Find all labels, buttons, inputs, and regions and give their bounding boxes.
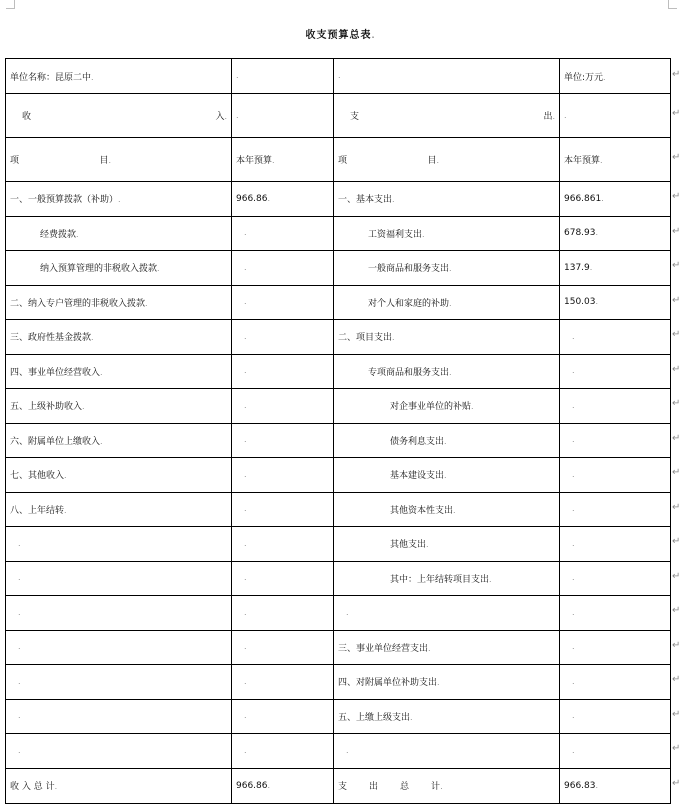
cell-end-mark: .: [346, 745, 349, 755]
cell-end-mark: .: [244, 745, 247, 755]
expense-item-cell-text: 其中：上年结转项目支出: [390, 574, 490, 585]
income-item-cell: [6, 561, 232, 596]
cell-end-mark: .: [572, 745, 575, 755]
budget-year-income-heading: 本年预算.: [232, 138, 334, 182]
cell-end-mark: .: [244, 228, 247, 238]
expense-item-cell-text: 工资福利支出: [368, 229, 423, 240]
unit-name-cell: 单位名称：昆原二中.: [6, 59, 232, 94]
expense-heading-cell: 支 出.: [334, 94, 560, 138]
cell-end-mark: .: [82, 402, 85, 412]
expense-item-cell-text: 其他支出: [390, 540, 427, 551]
expense-amount-cell-text: 678.93: [564, 228, 596, 239]
header-row-income-expense: [6, 94, 671, 138]
budget-row: [6, 492, 671, 527]
paragraph-mark: ↵: [672, 605, 681, 617]
expense-amount-cell: [560, 458, 671, 493]
budget-summary-table: [5, 58, 671, 804]
cell-end-mark: .: [346, 607, 349, 617]
expense-item-cell-text: 一般商品和服务支出: [368, 264, 450, 275]
cell-end-mark: .: [244, 504, 247, 514]
cell-end-mark: .: [244, 400, 247, 410]
expense-total-amount: 966.83.: [560, 768, 671, 803]
cell-end-mark: .: [572, 331, 575, 341]
item-heading-income: 项 目.: [6, 138, 232, 182]
paragraph-mark: ↵: [672, 191, 681, 203]
cell-end-mark: .: [572, 642, 575, 652]
income-heading-cell: 收 入.: [6, 94, 232, 138]
cell-end-mark: .: [410, 712, 413, 722]
expense-item-cell-text: 二、项目支出: [338, 333, 393, 344]
paragraph-mark: ↵: [672, 708, 681, 720]
cell-end-mark: .: [572, 538, 575, 548]
budget-row: [6, 630, 671, 665]
expense-item-cell: [334, 492, 560, 527]
income-item-cell: [6, 734, 232, 769]
income-amount-cell: [232, 699, 334, 734]
paragraph-mark: ↵: [672, 225, 681, 237]
paragraph-mark: ↵: [672, 398, 681, 410]
budget-row: [6, 182, 671, 217]
paragraph-mark: ↵: [672, 329, 681, 341]
income-total-label: 收 入 总 计.: [6, 768, 232, 803]
expense-amount-cell: [560, 354, 671, 389]
cell-end-mark: .: [437, 678, 440, 688]
cell-end-mark: .: [572, 366, 575, 376]
expense-amount-cell-text: 150.03: [564, 297, 596, 308]
cell-end-mark: .: [18, 642, 21, 652]
cell-end-mark: .: [595, 228, 599, 238]
cell-end-mark: .: [489, 574, 492, 584]
document-title: [0, 26, 681, 41]
expense-amount-cell: [560, 492, 671, 527]
income-amount-cell: [232, 182, 334, 217]
item-heading-expense: 项 目.: [334, 138, 560, 182]
expense-item-cell-text: 基本建设支出: [390, 471, 445, 482]
cell-end-mark: .: [392, 333, 395, 343]
expense-amount-cell: [560, 665, 671, 700]
cell-end-mark: .: [595, 297, 599, 307]
unit-currency-cell: 单位:万元.: [560, 59, 671, 94]
income-item-cell-text: 经费拨款: [40, 229, 77, 240]
paragraph-mark: ↵: [672, 363, 681, 375]
cell-end-mark: .: [572, 504, 575, 514]
income-item-cell: [6, 527, 232, 562]
cell-end-mark: .: [244, 676, 247, 686]
expense-total-label: 支 出 总 计.: [334, 768, 560, 803]
budget-row: [6, 561, 671, 596]
expense-item-cell-text: 债务利息支出: [390, 436, 445, 447]
income-amount-cell: [232, 596, 334, 631]
cell-end-mark: .: [572, 469, 575, 479]
cell-end-mark: .: [449, 298, 452, 308]
cell-end-mark: .: [426, 540, 429, 550]
cell-end-mark: .: [118, 195, 121, 205]
income-amount-cell: [232, 320, 334, 355]
expense-item-cell: [334, 285, 560, 320]
income-amount-cell: [232, 389, 334, 424]
budget-row: [6, 251, 671, 286]
income-amount-cell: [232, 561, 334, 596]
expense-amount-cell: [560, 423, 671, 458]
cell-end-mark: .: [100, 436, 103, 446]
budget-row: [6, 354, 671, 389]
expense-amount-cell: [560, 389, 671, 424]
page-corner-mark-right: [668, 0, 677, 9]
cell-end-mark: .: [18, 676, 21, 686]
income-item-cell: [6, 596, 232, 631]
paragraph-mark: ↵: [672, 152, 681, 163]
income-item-cell: [6, 182, 232, 217]
paragraph-mark: ↵: [672, 68, 681, 80]
income-item-cell-text: 三、政府性基金拨款: [10, 333, 92, 344]
expense-item-cell: [334, 630, 560, 665]
income-item-cell: [6, 216, 232, 251]
income-item-cell-text: 纳入预算管理的非税收入拨款: [40, 264, 158, 275]
expense-amount-cell: [560, 182, 671, 217]
cell-end-mark: .: [444, 436, 447, 446]
cell-end-mark: .: [428, 643, 431, 653]
expense-item-cell: [334, 182, 560, 217]
expense-item-cell: [334, 458, 560, 493]
title-text: 收支预算总表: [305, 30, 372, 41]
expense-item-cell-text: 五、上缴上级支出: [338, 712, 411, 723]
budget-row: [6, 320, 671, 355]
income-amount-cell-text: 966.86: [236, 193, 268, 204]
paragraph-mark: ↵: [672, 467, 681, 479]
income-amount-cell: [232, 285, 334, 320]
expense-item-cell-text: 专项商品和服务支出: [368, 367, 450, 378]
income-item-cell: [6, 320, 232, 355]
income-amount-cell: [232, 527, 334, 562]
cell-end-mark: .: [18, 538, 21, 548]
cell-end-mark: .: [64, 471, 67, 481]
paragraph-mark: ↵: [672, 743, 681, 755]
empty-header-cell: .: [560, 94, 671, 138]
cell-end-mark: .: [422, 229, 425, 239]
expense-item-cell: [334, 527, 560, 562]
expense-item-cell: [334, 216, 560, 251]
expense-item-cell: [334, 665, 560, 700]
header-row-unit: [6, 59, 671, 94]
income-item-cell: [6, 389, 232, 424]
cell-end-mark: .: [76, 229, 79, 239]
income-item-cell-text: 八、上年结转: [10, 505, 65, 516]
cell-end-mark: .: [91, 333, 94, 343]
paragraph-mark: ↵: [672, 294, 681, 306]
cell-end-mark: .: [392, 195, 395, 205]
expense-item-cell: [334, 389, 560, 424]
income-item-cell: [6, 492, 232, 527]
cell-end-mark: .: [244, 607, 247, 617]
cell-end-mark: .: [572, 573, 575, 583]
cell-end-mark: .: [244, 573, 247, 583]
cell-end-mark: .: [601, 193, 604, 203]
expense-item-cell: [334, 596, 560, 631]
cell-end-mark: .: [244, 642, 247, 652]
expense-item-cell: [334, 320, 560, 355]
income-amount-cell: [232, 216, 334, 251]
income-item-cell-text: 二、纳入专户管理的非税收入拨款: [10, 298, 146, 309]
cell-end-mark: .: [157, 264, 160, 274]
paragraph-mark: ↵: [672, 260, 681, 272]
income-amount-cell: [232, 734, 334, 769]
empty-header-cell: .: [232, 59, 334, 94]
cell-end-mark: .: [449, 264, 452, 274]
cell-end-mark: .: [18, 711, 21, 721]
page-corner-mark-left: [6, 0, 15, 9]
paragraph-mark: ↵: [672, 432, 681, 444]
income-total-amount: 966.86.: [232, 768, 334, 803]
budget-row: [6, 423, 671, 458]
income-amount-cell: [232, 354, 334, 389]
cell-end-mark: .: [244, 297, 247, 307]
income-amount-cell: [232, 458, 334, 493]
cell-end-mark: .: [145, 298, 148, 308]
income-amount-cell: [232, 630, 334, 665]
title-cell-mark: .: [371, 31, 376, 40]
cell-end-mark: .: [572, 607, 575, 617]
expense-item-cell-text: 对企事业单位的补贴: [390, 402, 472, 413]
paragraph-mark: ↵: [672, 778, 681, 789]
income-item-cell-text: 四、事业单位经营收入: [10, 367, 101, 378]
income-item-cell: [6, 423, 232, 458]
expense-item-cell: [334, 734, 560, 769]
income-item-cell: [6, 285, 232, 320]
expense-amount-cell-text: 966.861: [564, 193, 602, 204]
cell-end-mark: .: [444, 471, 447, 481]
income-amount-cell: [232, 492, 334, 527]
cell-end-mark: .: [244, 331, 247, 341]
paragraph-mark: ↵: [672, 674, 681, 686]
cell-end-mark: .: [244, 262, 247, 272]
budget-year-expense-heading: 本年预算.: [560, 138, 671, 182]
cell-end-mark: .: [18, 607, 21, 617]
expense-amount-cell: [560, 699, 671, 734]
paragraph-mark: ↵: [672, 536, 681, 548]
budget-row: [6, 216, 671, 251]
budget-row: [6, 596, 671, 631]
cell-end-mark: .: [244, 469, 247, 479]
cell-end-mark: .: [589, 262, 593, 272]
budget-row: [6, 458, 671, 493]
expense-item-cell-text: 四、对附属单位补助支出: [338, 678, 438, 689]
cell-end-mark: .: [18, 745, 21, 755]
cell-end-mark: .: [267, 193, 271, 203]
cell-end-mark: .: [64, 505, 67, 515]
expense-item-cell: [334, 354, 560, 389]
paragraph-mark: ↵: [672, 570, 681, 582]
expense-amount-cell: [560, 630, 671, 665]
paragraph-mark: ↵: [672, 108, 681, 119]
empty-header-cell: .: [232, 94, 334, 138]
expense-item-cell: [334, 561, 560, 596]
expense-amount-cell: [560, 216, 671, 251]
cell-end-mark: .: [449, 367, 452, 377]
budget-row: [6, 527, 671, 562]
expense-item-cell: [334, 251, 560, 286]
cell-end-mark: .: [18, 573, 21, 583]
paragraph-mark: ↵: [672, 639, 681, 651]
cell-end-mark: .: [244, 366, 247, 376]
expense-item-cell-text: 其他资本性支出: [390, 505, 454, 516]
income-item-cell: [6, 251, 232, 286]
income-item-cell-text: 七、其他收入: [10, 471, 65, 482]
expense-amount-cell: [560, 251, 671, 286]
expense-amount-cell: [560, 596, 671, 631]
cell-end-mark: .: [244, 538, 247, 548]
empty-header-cell: .: [334, 59, 560, 94]
budget-row: [6, 285, 671, 320]
cell-end-mark: .: [244, 711, 247, 721]
cell-end-mark: .: [100, 367, 103, 377]
income-item-cell: [6, 665, 232, 700]
paragraph-mark: ↵: [672, 501, 681, 513]
cell-end-mark: .: [244, 435, 247, 445]
cell-end-mark: .: [471, 402, 474, 412]
expense-item-cell-text: 一、基本支出: [338, 195, 393, 206]
income-item-cell: [6, 699, 232, 734]
header-row-item: [6, 138, 671, 182]
income-amount-cell: [232, 251, 334, 286]
expense-item-cell: [334, 699, 560, 734]
budget-row: [6, 734, 671, 769]
expense-item-cell-text: 对个人和家庭的补助: [368, 298, 450, 309]
expense-item-cell-text: 三、事业单位经营支出: [338, 643, 429, 654]
income-amount-cell: [232, 423, 334, 458]
expense-amount-cell: [560, 561, 671, 596]
income-item-cell: [6, 630, 232, 665]
cell-end-mark: .: [572, 711, 575, 721]
cell-end-mark: .: [453, 505, 456, 515]
budget-row: [6, 665, 671, 700]
cell-end-mark: .: [572, 400, 575, 410]
income-item-cell-text: 一、一般预算拨款（补助）: [10, 195, 119, 206]
income-item-cell: [6, 458, 232, 493]
expense-amount-cell: [560, 285, 671, 320]
budget-row: [6, 699, 671, 734]
income-item-cell: [6, 354, 232, 389]
expense-item-cell: [334, 423, 560, 458]
cell-end-mark: .: [572, 676, 575, 686]
income-item-cell-text: 六、附属单位上缴收入: [10, 436, 101, 447]
totals-row: [6, 768, 671, 803]
income-amount-cell: [232, 665, 334, 700]
expense-amount-cell: [560, 320, 671, 355]
budget-row: [6, 389, 671, 424]
cell-end-mark: .: [572, 435, 575, 445]
expense-amount-cell: [560, 734, 671, 769]
expense-amount-cell-text: 137.9: [564, 262, 590, 273]
income-item-cell-text: 五、上级补助收入: [10, 402, 83, 413]
expense-amount-cell: [560, 527, 671, 562]
